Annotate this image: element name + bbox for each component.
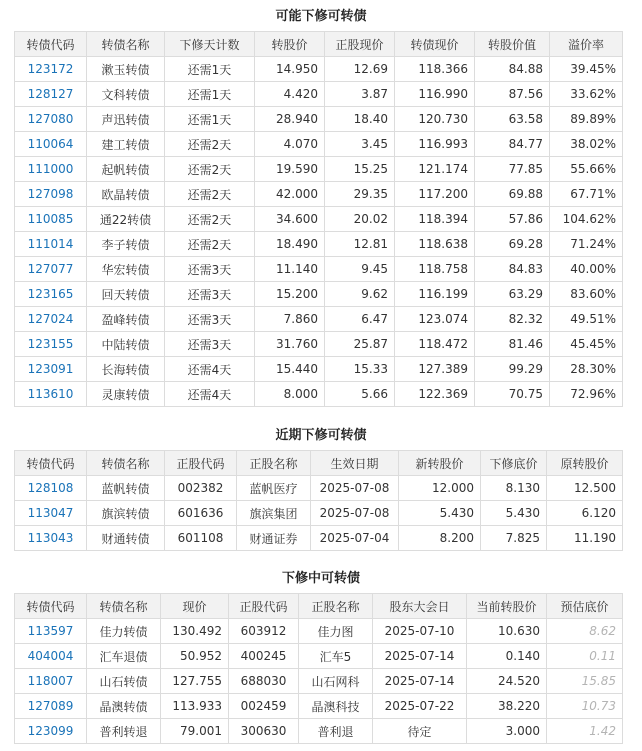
stock-price-cell: 3.87 <box>325 82 395 107</box>
table-row <box>15 282 623 307</box>
table-row <box>15 57 623 82</box>
convert-value-cell: 99.29 <box>475 357 550 382</box>
convert-value-cell: 57.86 <box>475 207 550 232</box>
bond-name-cell: 华宏转债 <box>87 257 165 282</box>
table-row <box>15 157 623 182</box>
table-row <box>15 307 623 332</box>
convert-value-cell: 69.88 <box>475 182 550 207</box>
bond-price-cell: 116.199 <box>395 282 475 307</box>
stock-price-cell: 9.62 <box>325 282 395 307</box>
bond-code-cell[interactable]: 127098 <box>15 182 87 207</box>
table-row <box>15 82 623 107</box>
convert-price-cell: 28.940 <box>255 107 325 132</box>
table-row <box>15 257 623 282</box>
bond-price-cell: 122.369 <box>395 382 475 407</box>
premium-rate-cell: 45.45% <box>550 332 623 357</box>
stock-name-cell: 晶澳科技 <box>299 694 373 719</box>
floor-price-cell: 7.825 <box>481 526 547 551</box>
bond-price-cell: 117.200 <box>395 182 475 207</box>
bond-code-cell[interactable]: 111000 <box>15 157 87 182</box>
convert-price-cell: 24.520 <box>467 669 547 694</box>
premium-rate-cell: 55.66% <box>550 157 623 182</box>
days-count-cell: 还需1天 <box>165 57 255 82</box>
days-count-cell: 还需1天 <box>165 82 255 107</box>
convert-price-cell: 38.220 <box>467 694 547 719</box>
column-header: 下修底价 <box>481 451 547 476</box>
floor-price-cell: 8.130 <box>481 476 547 501</box>
column-header: 转股价值 <box>475 32 550 57</box>
days-count-cell: 还需4天 <box>165 382 255 407</box>
bond-code-cell[interactable]: 127024 <box>15 307 87 332</box>
bond-code-cell[interactable]: 123099 <box>15 719 87 744</box>
column-header: 正股现价 <box>325 32 395 57</box>
bond-name-cell: 蓝帆转债 <box>87 476 165 501</box>
premium-rate-cell: 71.24% <box>550 232 623 257</box>
bond-price-cell: 116.993 <box>395 132 475 157</box>
days-count-cell: 还需3天 <box>165 332 255 357</box>
bond-name-cell: 山石转债 <box>87 669 161 694</box>
bond-code-cell[interactable]: 123091 <box>15 357 87 382</box>
convert-value-cell: 84.83 <box>475 257 550 282</box>
bond-name-cell: 汇车退债 <box>87 644 161 669</box>
days-count-cell: 还需3天 <box>165 257 255 282</box>
stock-price-cell: 15.25 <box>325 157 395 182</box>
bond-name-cell: 通22转债 <box>87 207 165 232</box>
bond-price-cell: 127.389 <box>395 357 475 382</box>
stock-price-cell: 12.81 <box>325 232 395 257</box>
premium-rate-cell: 40.00% <box>550 257 623 282</box>
column-header: 转债代码 <box>15 594 87 619</box>
convert-price-cell: 15.200 <box>255 282 325 307</box>
convert-price-cell: 10.630 <box>467 619 547 644</box>
table-row <box>15 501 623 526</box>
convert-value-cell: 69.28 <box>475 232 550 257</box>
bond-price-cell: 120.730 <box>395 107 475 132</box>
table-row <box>15 382 623 407</box>
floor-price-cell: 5.430 <box>481 501 547 526</box>
column-header: 当前转股价 <box>467 594 547 619</box>
stock-name-cell: 财通证券 <box>237 526 311 551</box>
table-row <box>15 476 623 501</box>
bond-price-cell: 116.990 <box>395 82 475 107</box>
days-count-cell: 还需4天 <box>165 357 255 382</box>
column-header: 转债名称 <box>87 32 165 57</box>
section-title-possible: 可能下修可转债 <box>275 9 367 24</box>
old-convert-price-cell: 6.120 <box>547 501 623 526</box>
premium-rate-cell: 49.51% <box>550 307 623 332</box>
convert-value-cell: 81.46 <box>475 332 550 357</box>
stock-price-cell: 3.45 <box>325 132 395 157</box>
bond-name-cell: 盈峰转债 <box>87 307 165 332</box>
bond-name-cell: 李子转债 <box>87 232 165 257</box>
new-convert-price-cell: 5.430 <box>399 501 481 526</box>
table-row <box>15 669 623 694</box>
convert-price-cell: 18.490 <box>255 232 325 257</box>
bond-code-cell[interactable]: 118007 <box>15 669 87 694</box>
bond-price-cell: 127.755 <box>161 669 229 694</box>
stock-code-cell: 601108 <box>165 526 237 551</box>
bond-code-cell[interactable]: 113043 <box>15 526 87 551</box>
stock-price-cell: 12.69 <box>325 57 395 82</box>
table-row <box>15 644 623 669</box>
recent-adjust-table <box>14 450 623 551</box>
days-count-cell: 还需2天 <box>165 232 255 257</box>
bond-name-cell: 晶澳转债 <box>87 694 161 719</box>
table-row <box>15 332 623 357</box>
bond-price-cell: 123.074 <box>395 307 475 332</box>
bond-price-cell: 118.366 <box>395 57 475 82</box>
bond-code-cell[interactable]: 110085 <box>15 207 87 232</box>
premium-rate-cell: 33.62% <box>550 82 623 107</box>
table-row <box>15 619 623 644</box>
stock-name-cell: 蓝帆医疗 <box>237 476 311 501</box>
column-header: 预估底价 <box>547 594 623 619</box>
convert-value-cell: 87.56 <box>475 82 550 107</box>
days-count-cell: 还需2天 <box>165 182 255 207</box>
premium-rate-cell: 89.89% <box>550 107 623 132</box>
convert-price-cell: 0.140 <box>467 644 547 669</box>
in-progress-adjust-table <box>14 593 623 744</box>
meeting-date-cell: 2025-07-22 <box>373 694 467 719</box>
bond-name-cell: 漱玉转债 <box>87 57 165 82</box>
effective-date-cell: 2025-07-08 <box>311 476 399 501</box>
bond-name-cell: 财通转债 <box>87 526 165 551</box>
bond-price-cell: 118.394 <box>395 207 475 232</box>
stock-price-cell: 25.87 <box>325 332 395 357</box>
meeting-date-cell: 待定 <box>373 719 467 744</box>
section-title-recent: 近期下修可转债 <box>275 428 367 443</box>
meeting-date-cell: 2025-07-14 <box>373 644 467 669</box>
convert-price-cell: 4.070 <box>255 132 325 157</box>
bond-code-cell[interactable]: 128127 <box>15 82 87 107</box>
bond-name-cell: 长海转债 <box>87 357 165 382</box>
possible-adjust-table <box>14 31 623 407</box>
estimated-floor-cell: 1.42 <box>547 719 623 744</box>
premium-rate-cell: 72.96% <box>550 382 623 407</box>
convert-price-cell: 34.600 <box>255 207 325 232</box>
column-header: 转债名称 <box>87 451 165 476</box>
column-header: 股东大会日 <box>373 594 467 619</box>
table-header-row <box>15 594 623 619</box>
bond-code-cell[interactable]: 123155 <box>15 332 87 357</box>
stock-code-cell: 603912 <box>229 619 299 644</box>
bond-price-cell: 118.472 <box>395 332 475 357</box>
stock-price-cell: 6.47 <box>325 307 395 332</box>
convert-price-cell: 3.000 <box>467 719 547 744</box>
column-header: 正股名称 <box>299 594 373 619</box>
stock-name-cell: 普利退 <box>299 719 373 744</box>
column-header: 转债现价 <box>395 32 475 57</box>
convert-price-cell: 19.590 <box>255 157 325 182</box>
stock-code-cell: 601636 <box>165 501 237 526</box>
convert-value-cell: 70.75 <box>475 382 550 407</box>
days-count-cell: 还需3天 <box>165 282 255 307</box>
convert-price-cell: 4.420 <box>255 82 325 107</box>
stock-name-cell: 汇车5 <box>299 644 373 669</box>
convert-value-cell: 82.32 <box>475 307 550 332</box>
bond-code-cell[interactable]: 128108 <box>15 476 87 501</box>
table-row <box>15 719 623 744</box>
days-count-cell: 还需2天 <box>165 157 255 182</box>
bond-code-cell[interactable]: 110064 <box>15 132 87 157</box>
bond-code-cell[interactable]: 113610 <box>15 382 87 407</box>
stock-code-cell: 688030 <box>229 669 299 694</box>
stock-code-cell: 002382 <box>165 476 237 501</box>
bond-name-cell: 回天转债 <box>87 282 165 307</box>
bond-code-cell[interactable]: 123172 <box>15 57 87 82</box>
column-header: 正股代码 <box>229 594 299 619</box>
premium-rate-cell: 83.60% <box>550 282 623 307</box>
effective-date-cell: 2025-07-08 <box>311 501 399 526</box>
premium-rate-cell: 38.02% <box>550 132 623 157</box>
column-header: 溢价率 <box>550 32 623 57</box>
estimated-floor-cell: 8.62 <box>547 619 623 644</box>
column-header: 原转股价 <box>547 451 623 476</box>
stock-price-cell: 18.40 <box>325 107 395 132</box>
table-row <box>15 526 623 551</box>
days-count-cell: 还需3天 <box>165 307 255 332</box>
convert-price-cell: 15.440 <box>255 357 325 382</box>
bond-name-cell: 起帆转债 <box>87 157 165 182</box>
column-header: 现价 <box>161 594 229 619</box>
bond-code-cell[interactable]: 123165 <box>15 282 87 307</box>
table-header-row <box>15 451 623 476</box>
days-count-cell: 还需2天 <box>165 132 255 157</box>
premium-rate-cell: 104.62% <box>550 207 623 232</box>
stock-price-cell: 20.02 <box>325 207 395 232</box>
convert-value-cell: 63.29 <box>475 282 550 307</box>
bond-code-cell[interactable]: 111014 <box>15 232 87 257</box>
premium-rate-cell: 67.71% <box>550 182 623 207</box>
estimated-floor-cell: 15.85 <box>547 669 623 694</box>
stock-code-cell: 300630 <box>229 719 299 744</box>
stock-price-cell: 9.45 <box>325 257 395 282</box>
convert-price-cell: 11.140 <box>255 257 325 282</box>
stock-price-cell: 5.66 <box>325 382 395 407</box>
old-convert-price-cell: 12.500 <box>547 476 623 501</box>
meeting-date-cell: 2025-07-14 <box>373 669 467 694</box>
bond-code-cell[interactable]: 113597 <box>15 619 87 644</box>
bond-price-cell: 130.492 <box>161 619 229 644</box>
column-header: 正股名称 <box>237 451 311 476</box>
bond-code-cell[interactable]: 127089 <box>15 694 87 719</box>
stock-code-cell: 400245 <box>229 644 299 669</box>
stock-code-cell: 002459 <box>229 694 299 719</box>
days-count-cell: 还需2天 <box>165 207 255 232</box>
stock-name-cell: 旗滨集团 <box>237 501 311 526</box>
new-convert-price-cell: 12.000 <box>399 476 481 501</box>
old-convert-price-cell: 11.190 <box>547 526 623 551</box>
table-row <box>15 357 623 382</box>
bond-price-cell: 121.174 <box>395 157 475 182</box>
bond-name-cell: 旗滨转债 <box>87 501 165 526</box>
premium-rate-cell: 39.45% <box>550 57 623 82</box>
bond-name-cell: 欧晶转债 <box>87 182 165 207</box>
convert-price-cell: 14.950 <box>255 57 325 82</box>
table-row <box>15 132 623 157</box>
convert-price-cell: 31.760 <box>255 332 325 357</box>
column-header: 转债名称 <box>87 594 161 619</box>
bond-price-cell: 118.638 <box>395 232 475 257</box>
stock-name-cell: 山石网科 <box>299 669 373 694</box>
table-row <box>15 232 623 257</box>
bond-name-cell: 普利转退 <box>87 719 161 744</box>
bond-price-cell: 50.952 <box>161 644 229 669</box>
bond-name-cell: 中陆转债 <box>87 332 165 357</box>
bond-name-cell: 灵康转债 <box>87 382 165 407</box>
estimated-floor-cell: 0.11 <box>547 644 623 669</box>
bond-name-cell: 文科转债 <box>87 82 165 107</box>
bond-code-cell[interactable]: 113047 <box>15 501 87 526</box>
bond-code-cell[interactable]: 127080 <box>15 107 87 132</box>
bond-code-cell[interactable]: 127077 <box>15 257 87 282</box>
bond-name-cell: 佳力转债 <box>87 619 161 644</box>
table-row <box>15 107 623 132</box>
table-row <box>15 694 623 719</box>
convert-price-cell: 7.860 <box>255 307 325 332</box>
stock-price-cell: 15.33 <box>325 357 395 382</box>
stock-name-cell: 佳力图 <box>299 619 373 644</box>
column-header: 生效日期 <box>311 451 399 476</box>
section-title-in-progress: 下修中可转债 <box>281 571 360 586</box>
bond-name-cell: 建工转债 <box>87 132 165 157</box>
column-header: 下修天计数 <box>165 32 255 57</box>
convert-value-cell: 63.58 <box>475 107 550 132</box>
stock-price-cell: 29.35 <box>325 182 395 207</box>
convert-value-cell: 84.77 <box>475 132 550 157</box>
convert-price-cell: 42.000 <box>255 182 325 207</box>
meeting-date-cell: 2025-07-10 <box>373 619 467 644</box>
convert-value-cell: 84.88 <box>475 57 550 82</box>
premium-rate-cell: 28.30% <box>550 357 623 382</box>
estimated-floor-cell: 10.73 <box>547 694 623 719</box>
column-header: 转股价 <box>255 32 325 57</box>
table-row <box>15 182 623 207</box>
column-header: 正股代码 <box>165 451 237 476</box>
bond-price-cell: 118.758 <box>395 257 475 282</box>
bond-code-cell[interactable]: 404004 <box>15 644 87 669</box>
column-header: 转债代码 <box>15 32 87 57</box>
convert-value-cell: 77.85 <box>475 157 550 182</box>
table-header-row <box>15 32 623 57</box>
column-header: 新转股价 <box>399 451 481 476</box>
bond-name-cell: 声迅转债 <box>87 107 165 132</box>
convert-price-cell: 8.000 <box>255 382 325 407</box>
new-convert-price-cell: 8.200 <box>399 526 481 551</box>
column-header: 转债代码 <box>15 451 87 476</box>
table-row <box>15 207 623 232</box>
bond-price-cell: 113.933 <box>161 694 229 719</box>
bond-price-cell: 79.001 <box>161 719 229 744</box>
effective-date-cell: 2025-07-04 <box>311 526 399 551</box>
days-count-cell: 还需1天 <box>165 107 255 132</box>
